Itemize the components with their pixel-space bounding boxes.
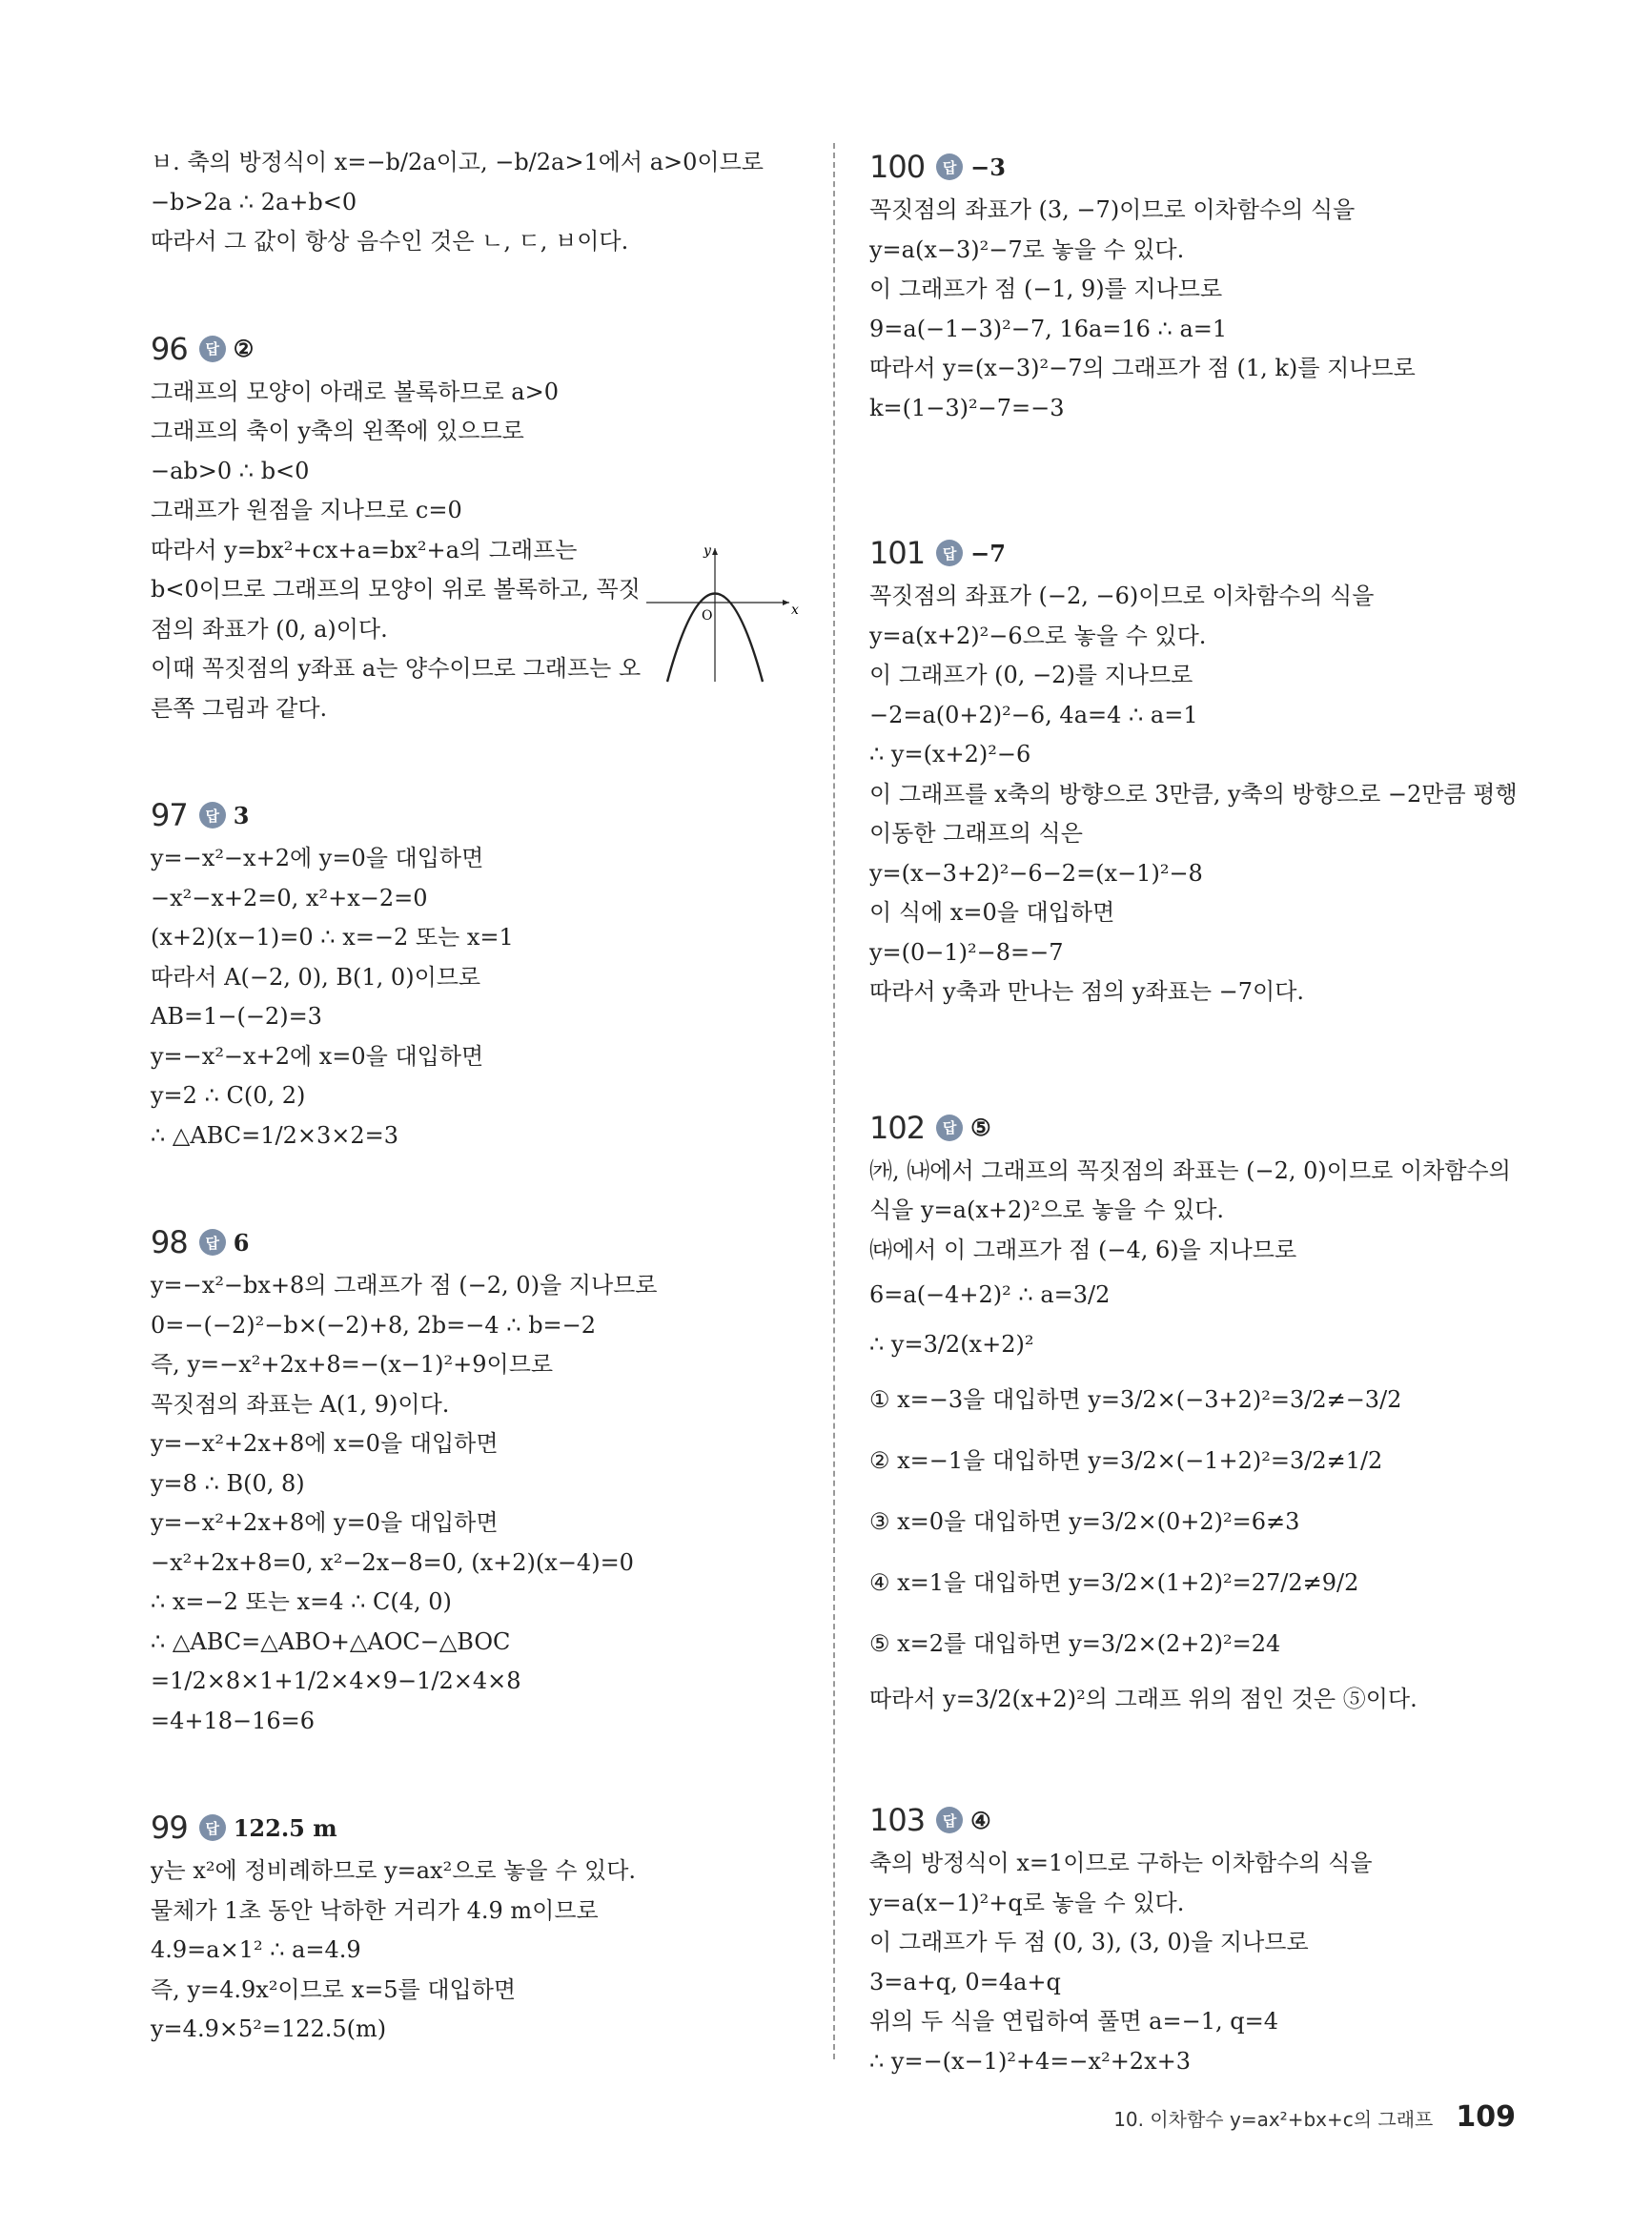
intro-line: −b>2a ∴ 2a+b<0 xyxy=(151,188,357,215)
solution-line: y=8 ∴ B(0, 8) xyxy=(151,1469,305,1497)
solution-line: 꼭짓점의 좌표가 (−2, −6)이므로 이차함수의 식을 xyxy=(869,583,1375,609)
answer-badge: 답 xyxy=(936,1115,963,1141)
solution-line: b<0이므로 그래프의 모양이 위로 볼록하고, 꼭짓 xyxy=(151,576,641,603)
solution-line: ① x=−3을 대입하면 y=3/2×(−3+2)²=3/2≠−3/2 xyxy=(869,1386,1402,1413)
answer: −3 xyxy=(970,153,1006,181)
x-axis-arrow xyxy=(783,600,789,605)
solution-line: y=a(x+2)²−6으로 놓을 수 있다. xyxy=(869,622,1207,649)
solution-line: 물체가 1초 동안 낙하한 거리가 4.9 m이므로 xyxy=(151,1896,599,1924)
problem-98-header xyxy=(151,1218,818,1266)
problem-number: 99 xyxy=(151,1810,188,1846)
solution-line: 따라서 y=bx²+cx+a=bx²+a의 그래프는 xyxy=(151,536,578,563)
solution-line: ④ x=1을 대입하면 y=3/2×(1+2)²=27/2≠9/2 xyxy=(869,1569,1359,1596)
problem-100-header xyxy=(869,143,1537,191)
solution-line: 이 식에 x=0을 대입하면 xyxy=(869,899,1115,926)
problem-101-header xyxy=(869,529,1537,577)
solution-line: 따라서 A(−2, 0), B(1, 0)이므로 xyxy=(151,963,481,991)
solution-line: y=a(x−1)²+q로 놓을 수 있다. xyxy=(869,1889,1185,1916)
solution-line: =1/2×8×1+1/2×4×9−1/2×4×8 xyxy=(151,1667,521,1694)
solution-line: ⑤ x=2를 대입하면 y=3/2×(2+2)²=24 xyxy=(869,1630,1281,1657)
solution-line: ② x=−1을 대입하면 y=3/2×(−1+2)²=3/2≠1/2 xyxy=(869,1447,1383,1474)
solution-line: ∴ y=3/2(x+2)² xyxy=(869,1331,1034,1358)
solution-line: (x+2)(x−1)=0 ∴ x=−2 또는 x=1 xyxy=(151,924,514,951)
solution-line: 이 그래프가 (0, −2)를 지나므로 xyxy=(869,662,1193,688)
solution-line: y=−x²+2x+8에 y=0을 대입하면 xyxy=(151,1509,499,1536)
solution-line: y=−x²−x+2에 x=0을 대입하면 xyxy=(151,1042,484,1070)
problem-97-header xyxy=(151,791,818,839)
problem-number: 100 xyxy=(869,149,926,185)
origin-label: O xyxy=(702,608,713,624)
page-footer xyxy=(1113,2100,1516,2134)
solution-line: 축의 방정식이 x=1이므로 구하는 이차함수의 식을 xyxy=(869,1850,1373,1876)
solution-line: y=4.9×5²=122.5(m) xyxy=(151,2015,387,2042)
problem-number: 103 xyxy=(869,1802,926,1838)
answer-badge: 답 xyxy=(936,540,963,566)
solution-line: ∴ y=(x+2)²−6 xyxy=(869,741,1031,767)
problem-96-header xyxy=(151,325,818,373)
answer: ⑤ xyxy=(970,1114,991,1141)
page-number: 109 xyxy=(1456,2100,1516,2134)
solution-line: ③ x=0을 대입하면 y=3/2×(0+2)²=6≠3 xyxy=(869,1508,1300,1535)
solution-line: y=a(x−3)²−7로 놓을 수 있다. xyxy=(869,235,1185,263)
problem-number: 96 xyxy=(151,330,188,367)
solution-line: 6=a(−4+2)² ∴ a=3/2 xyxy=(869,1281,1111,1308)
answer: −7 xyxy=(970,539,1006,567)
parabola-graph xyxy=(646,543,818,686)
solution-line: 위의 두 식을 연립하여 풀면 a=−1, q=4 xyxy=(869,2008,1278,2035)
solution-line: ∴ △ABC=△ABO+△AOC−△BOC xyxy=(151,1627,511,1655)
solution-line: 즉, y=−x²+2x+8=−(x−1)²+9이므로 xyxy=(151,1351,554,1378)
y-label: y xyxy=(704,543,711,559)
answer-badge: 답 xyxy=(199,1229,226,1256)
x-label: x xyxy=(791,603,799,618)
solution-line: 이때 꼭짓점의 y좌표 a는 양수이므로 그래프는 오 xyxy=(151,655,642,682)
solution-line: −x²−x+2=0, x²+x−2=0 xyxy=(151,884,428,911)
solution-line: 이 그래프가 두 점 (0, 3), (3, 0)을 지나므로 xyxy=(869,1929,1309,1955)
solution-line: 그래프의 축이 y축의 왼쪽에 있으므로 xyxy=(151,418,524,444)
solution-line: 9=a(−1−3)²−7, 16a=16 ∴ a=1 xyxy=(869,315,1228,342)
solution-line: ∴ x=−2 또는 x=4 ∴ C(4, 0) xyxy=(151,1588,452,1615)
solution-line: ∴ △ABC=1/2×3×2=3 xyxy=(151,1121,399,1149)
solution-line: 0=−(−2)²−b×(−2)+8, 2b=−4 ∴ b=−2 xyxy=(151,1311,597,1339)
solution-line: 그래프의 모양이 아래로 볼록하므로 a>0 xyxy=(151,378,559,405)
solution-line: 따라서 y=3/2(x+2)²의 그래프 위의 점인 것은 ⑤이다. xyxy=(869,1686,1417,1712)
solution-line: 꼭짓점의 좌표는 A(1, 9)이다. xyxy=(151,1390,450,1418)
solution-line: y=2 ∴ C(0, 2) xyxy=(151,1082,306,1109)
answer: ② xyxy=(233,335,255,362)
solution-line: 꼭짓점의 좌표가 (3, −7)이므로 이차함수의 식을 xyxy=(869,196,1356,223)
problem-number: 101 xyxy=(869,535,926,571)
solution-line: 이 그래프를 x축의 방향으로 3만큼, y축의 방향으로 −2만큼 평행 xyxy=(869,780,1518,808)
solution-line: y=−x²−x+2에 y=0을 대입하면 xyxy=(151,845,484,871)
solution-line: 그래프가 원점을 지나므로 c=0 xyxy=(151,497,462,523)
left-column xyxy=(151,143,818,2050)
solution-line: 4.9=a×1² ∴ a=4.9 xyxy=(151,1936,361,1963)
problem-number: 98 xyxy=(151,1224,188,1260)
solution-line: ㈐에서 이 그래프가 점 (−4, 6)을 지나므로 xyxy=(869,1236,1297,1263)
intro-line: ㅂ. 축의 방정식이 x=−b/2a이고, −b/2a>1에서 a>0이므로 xyxy=(151,149,764,175)
solution-line: k=(1−3)²−7=−3 xyxy=(869,394,1065,421)
solution-line: 식을 y=a(x+2)²으로 놓을 수 있다. xyxy=(869,1197,1225,1223)
answer: 122.5 m xyxy=(233,1813,337,1842)
right-column xyxy=(869,143,1537,2081)
y-axis-arrow xyxy=(712,548,718,555)
solution-line: ∴ y=−(x−1)²+4=−x²+2x+3 xyxy=(869,2047,1191,2075)
solution-line: 따라서 y=(x−3)²−7의 그래프가 점 (1, k)를 지나므로 xyxy=(869,355,1416,381)
chapter-title: 10. 이차함수 y=ax²+bx+c의 그래프 xyxy=(1113,2108,1434,2131)
solution-line: y=−x²+2x+8에 x=0을 대입하면 xyxy=(151,1430,499,1457)
answer-badge: 답 xyxy=(936,153,963,180)
solution-line: AB=1−(−2)=3 xyxy=(151,1003,322,1030)
problem-102-header xyxy=(869,1104,1537,1152)
solution-line: y=−x²−bx+8의 그래프가 점 (−2, 0)을 지나므로 xyxy=(151,1272,658,1299)
problem-103-header xyxy=(869,1796,1537,1844)
solution-line: 이동한 그래프의 식은 xyxy=(869,820,1083,847)
solution-line: y=(x−3+2)²−6−2=(x−1)²−8 xyxy=(869,859,1203,887)
solution-line: 른쪽 그림과 같다. xyxy=(151,694,328,722)
solution-line: 점의 좌표가 (0, a)이다. xyxy=(151,615,388,643)
problem-99-header xyxy=(151,1804,818,1852)
solution-line: y=(0−1)²−8=−7 xyxy=(869,938,1064,966)
column-divider xyxy=(833,143,835,2059)
answer-badge: 답 xyxy=(199,336,226,362)
answer-badge: 답 xyxy=(199,802,226,829)
problem-number: 97 xyxy=(151,797,188,833)
solution-line: −2=a(0+2)²−6, 4a=4 ∴ a=1 xyxy=(869,701,1198,728)
answer-badge: 답 xyxy=(199,1814,226,1841)
solution-line: =4+18−16=6 xyxy=(151,1707,316,1734)
solution-line: y는 x²에 정비례하므로 y=ax²으로 놓을 수 있다. xyxy=(151,1857,637,1884)
solution-line: 이 그래프가 점 (−1, 9)를 지나므로 xyxy=(869,276,1223,302)
solution-line: 즉, y=4.9x²이므로 x=5를 대입하면 xyxy=(151,1975,517,2003)
answer: 3 xyxy=(233,801,250,829)
solution-line: −ab>0 ∴ b<0 xyxy=(151,457,310,484)
problem-number: 102 xyxy=(869,1109,926,1146)
answer: ④ xyxy=(970,1806,991,1834)
solution-line: −x²+2x+8=0, x²−2x−8=0, (x+2)(x−4)=0 xyxy=(151,1548,634,1576)
solution-line: 3=a+q, 0=4a+q xyxy=(869,1968,1061,1995)
intro-line: 따라서 그 값이 항상 음수인 것은 ㄴ, ㄷ, ㅂ이다. xyxy=(151,228,629,255)
solution-line: 따라서 y축과 만나는 점의 y좌표는 −7이다. xyxy=(869,978,1305,1005)
answer-badge: 답 xyxy=(936,1807,963,1833)
answer: 6 xyxy=(233,1228,250,1257)
solution-line: ㈎, ㈏에서 그래프의 꼭짓점의 좌표는 (−2, 0)이므로 이차함수의 xyxy=(869,1156,1511,1184)
